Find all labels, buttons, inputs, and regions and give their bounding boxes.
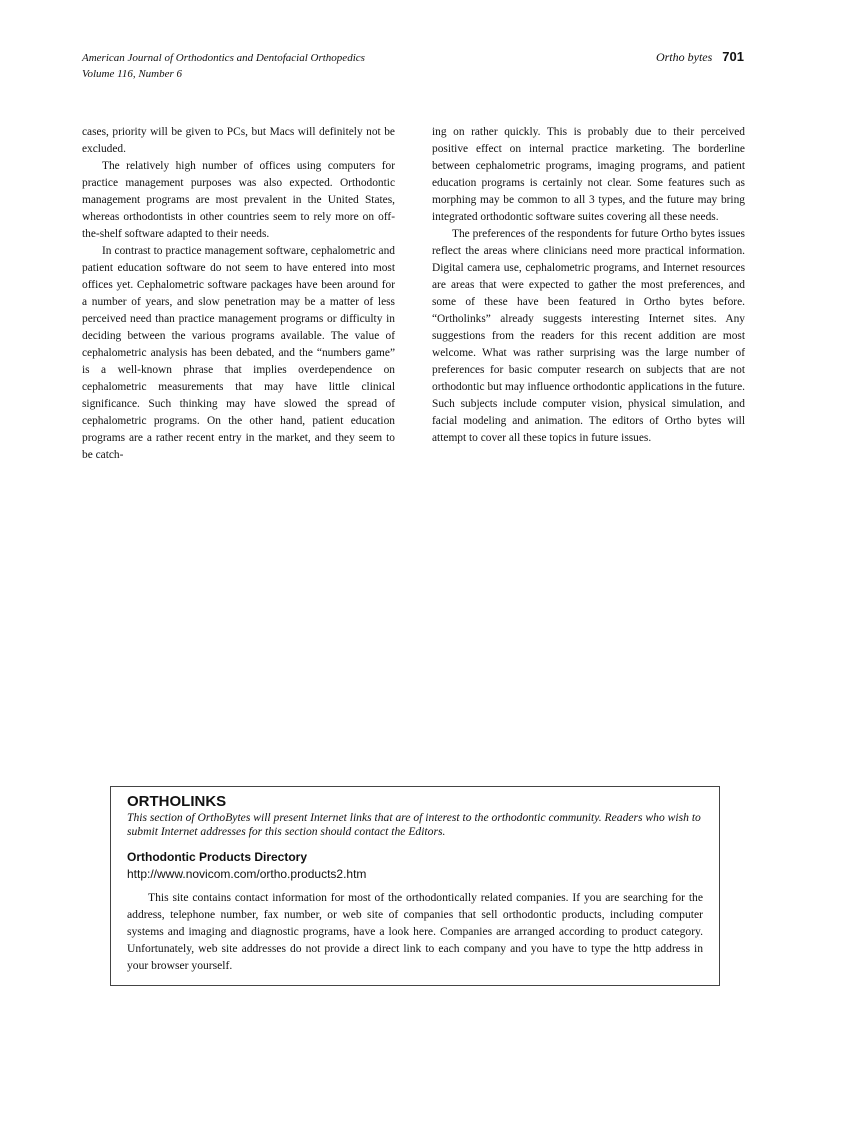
paragraph: The relatively high number of offices using computers for practice management purposes was also expected. Orthodontic management programs are most prevalent in the United States, whereas orthodontists in other countries seem to rely more on off-the-shelf software adapted to their needs. bbox=[82, 160, 395, 240]
link-entry-url[interactable]: http://www.novicom.com/ortho.products2.htm bbox=[127, 867, 367, 881]
journal-volume: Volume 116, Number 6 bbox=[82, 68, 183, 80]
paragraph: The preferences of the respondents for future Ortho bytes issues reflect the areas where clinicians need more practical information. Digital camera use, cephalometric programs, and Internet resources are areas that were expected to gather the most preferences, and some of these have been featured in Ortho bytes before. “Ortholinks” already suggests interesting Internet sites. Any suggestions from the readers for this recent addition are most welcome. What was rather surprising was the large number of preferences for basic computer research on subjects that are not orthodontic but may influence orthodontic applications in the future. Such subjects include computer vision, physical simulation, and facial modeling and animation. The editors of Ortho bytes will attempt to cover all these topics in future issues. bbox=[432, 228, 745, 444]
paragraph: ing on rather quickly. This is probably due to their perceived positive effect on internal practice marketing. The borderline between cephalometric programs, imaging programs, and patient education programs is certainly not clear. Some features such as morphing may be common to all 3 types, and the future may bring integrated orthodontic software suites covering all these needs. bbox=[432, 126, 745, 223]
paragraph: In contrast to practice management software, cephalometric and patient education software do not seem to have entered into most offices yet. Cephalometric software packages have been around for a number of years, and slow penetration may be a matter of less perceived need than practice management programs or difficulty in deciding between the various programs available. The value of cephalometric analysis has been debated, and the “numbers game” is a well-known phrase that implies overdependence on cephalometric measurements that may have little clinical significance. Such thinking may have slowed the spread of cephalometric programs. On the other hand, patient education programs are a rather recent entry in the market, and they seem to be catch- bbox=[82, 245, 395, 461]
link-entry-title: Orthodontic Products Directory bbox=[127, 850, 308, 864]
right-column bbox=[432, 124, 745, 447]
paragraph: cases, priority will be given to PCs, but Macs will definitely not be excluded. bbox=[82, 126, 395, 155]
running-header-right bbox=[656, 49, 744, 65]
left-column bbox=[82, 124, 395, 464]
ortholinks-intro: This section of OrthoBytes will present Internet links that are of interest to the orthodontic community. Readers who wish to submit Internet addresses for this section should contact the Editors. bbox=[127, 811, 701, 838]
ortholinks-title: ORTHOLINKS bbox=[127, 793, 227, 810]
section-name: Ortho bytes bbox=[655, 50, 713, 64]
link-entry-description: This site contains contact information for most of the orthodontically related companies. If you are searching for the address, telephone number, fax number, or web site of companies that sell orthodontic products, including computer systems and imaging and diagnostic programs, have a look here. Companies are arranged according to product category. Unfortunately, web site addresses do not provide a direct link to each company and you have to type the http address in your browser yourself. bbox=[127, 891, 703, 972]
page-number: 701 bbox=[722, 49, 744, 64]
journal-title: American Journal of Orthodontics and Dentofacial Orthopedics bbox=[82, 52, 365, 64]
ortholinks-box bbox=[110, 786, 720, 986]
running-header-left bbox=[82, 50, 365, 82]
